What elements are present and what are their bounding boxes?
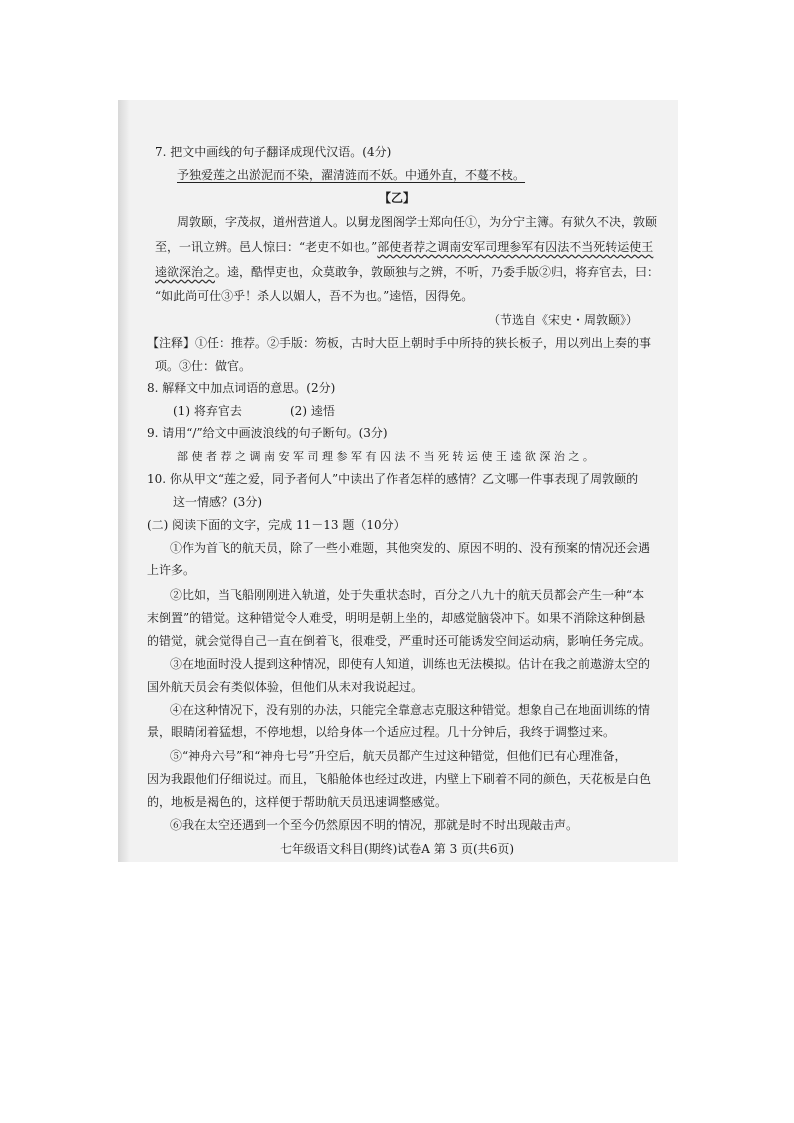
q10-line-2: 这一情感？(3分) [173, 495, 262, 509]
passage-yi-line-2 [155, 240, 653, 254]
annotation-line-1: 【注释】①任：推荐。②手版：笏板，古时大臣上朝时手中所持的狭长板子，用以列出上奏的事 [147, 336, 652, 350]
passage-yi-heading: 【乙】 [378, 191, 415, 205]
q7-sentence: 予独爱莲之出淤泥而不染，濯清涟而不妖。中通外直，不蔓不枝。 [177, 168, 526, 182]
para-4-line-1: ④在这种情况下，没有别的办法，只能完全靠意志克服这种错觉。想象自己在地面训练的情 [170, 703, 651, 717]
para-5-line-3: 的，地板是褐色的，这样便于帮助航天员迅速调整感觉。 [147, 795, 448, 809]
para-3-line-2: 国外航天员会有类似体验，但他们从未对我说起过。 [147, 680, 424, 694]
q10-line-1: 10. 你从甲文“莲之爱，同予者何人”中读出了作者怎样的感情？乙文哪一件事表现了周敦颐的 [147, 472, 639, 486]
para-5-line-2: 因为我跟他们仔细说过。而且，飞船舱体也经过改进，内壁上下刷着不同的颜色，天花板是白色 [147, 772, 652, 786]
section-2-heading: (二) 阅读下面的文字，完成 11－13 题（10分） [147, 518, 406, 532]
q7-title: 7. 把文中画线的句子翻译成现代汉语。(4分) [155, 145, 392, 159]
para-4-line-2: 景，眼睛闭着猛想，不停地想，以给身体一个适应过程。几十分钟后，我终于调整过来。 [147, 725, 616, 739]
passage-yi-line-1: 周敦颐，字茂叔，道州营道人。以舅龙图阁学士郑向任①，为分宁主簿。有狱久不决，敦颐 [177, 215, 658, 229]
passage-yi-line-3-text: 。逵，酷悍吏也，众莫敢争，敦颐独与之辨，不听，乃委手版②归，将弃官去，曰： [215, 265, 660, 279]
para-1-line-1: ①作为首飞的航天员，除了一些小难题，其他突发的、原因不明的、没有预案的情况还会遇 [170, 541, 651, 555]
para-6-line-1: ⑥我在太空还遇到一个至今仍然原因不明的情况，那就是时不时出现敲击声。 [170, 818, 579, 832]
para-3-line-1: ③在地面时没人提到这种情况，即使有人知道，训练也无法模拟。估计在我之前遨游太空的 [170, 657, 651, 671]
q9-sentence: 部 使 者 荐 之 调 南 安 军 司 理 参 军 有 囚 法 不 当 死 转 运 使 王 逵 欲 深 治 之 。 [177, 450, 594, 463]
para-2-line-2: 末倒置”的错觉。这种错觉令人难受，明明是朝上坐的，却感觉脑袋冲下。如果不消除这种倒悬 [147, 611, 646, 625]
page-footer: 七年级语文科目(期终)试卷A 第 3 页(共6页) [279, 842, 515, 856]
para-1-line-2: 上许多。 [147, 563, 196, 577]
passage-yi-source: （节选自《宋史・周敦颐》） [487, 313, 638, 327]
q8-item-2: (2) 逵悟 [290, 404, 335, 418]
q9-title: 9. 请用“/”给文中画波浪线的句子断句。(3分) [147, 426, 388, 440]
annotation-line-2: 项。③仕：做官。 [155, 359, 252, 373]
passage-yi-line-4: “如此尚可仕③乎！杀人以媚人，吾不为也。”逵悟，因得免。 [155, 289, 474, 303]
passage-yi-line-2-text: 至，一讯立辨。邑人惊曰：“老吏不如也。” [155, 240, 378, 254]
q8-title: 8. 解释文中加点词语的意思。(2分) [147, 381, 336, 395]
para-2-line-3: 的错觉，就会觉得自己一直在倒着飞，很难受，严重时还可能诱发空间运动病，影响任务完成。 [147, 634, 652, 648]
para-5-line-1: ⑤“神舟六号”和“神舟七号”升空后，航天员都产生过这种错觉，但他们已有心理准备， [170, 749, 627, 763]
passage-yi-line-3 [155, 265, 659, 279]
q8-item-1: (1) 将弃官去 [173, 404, 242, 418]
passage-yi-wavy-sentence-part1: 部使者荐之调南安军司理参军有囚法不当死转运使王 [377, 240, 654, 254]
para-2-line-1: ②比如，当飞船刚刚进入轨道，处于失重状态时，百分之八九十的航天员都会产生一种“本 [170, 588, 645, 602]
passage-yi-wavy-sentence-part2: 逵欲深治之 [155, 265, 216, 279]
